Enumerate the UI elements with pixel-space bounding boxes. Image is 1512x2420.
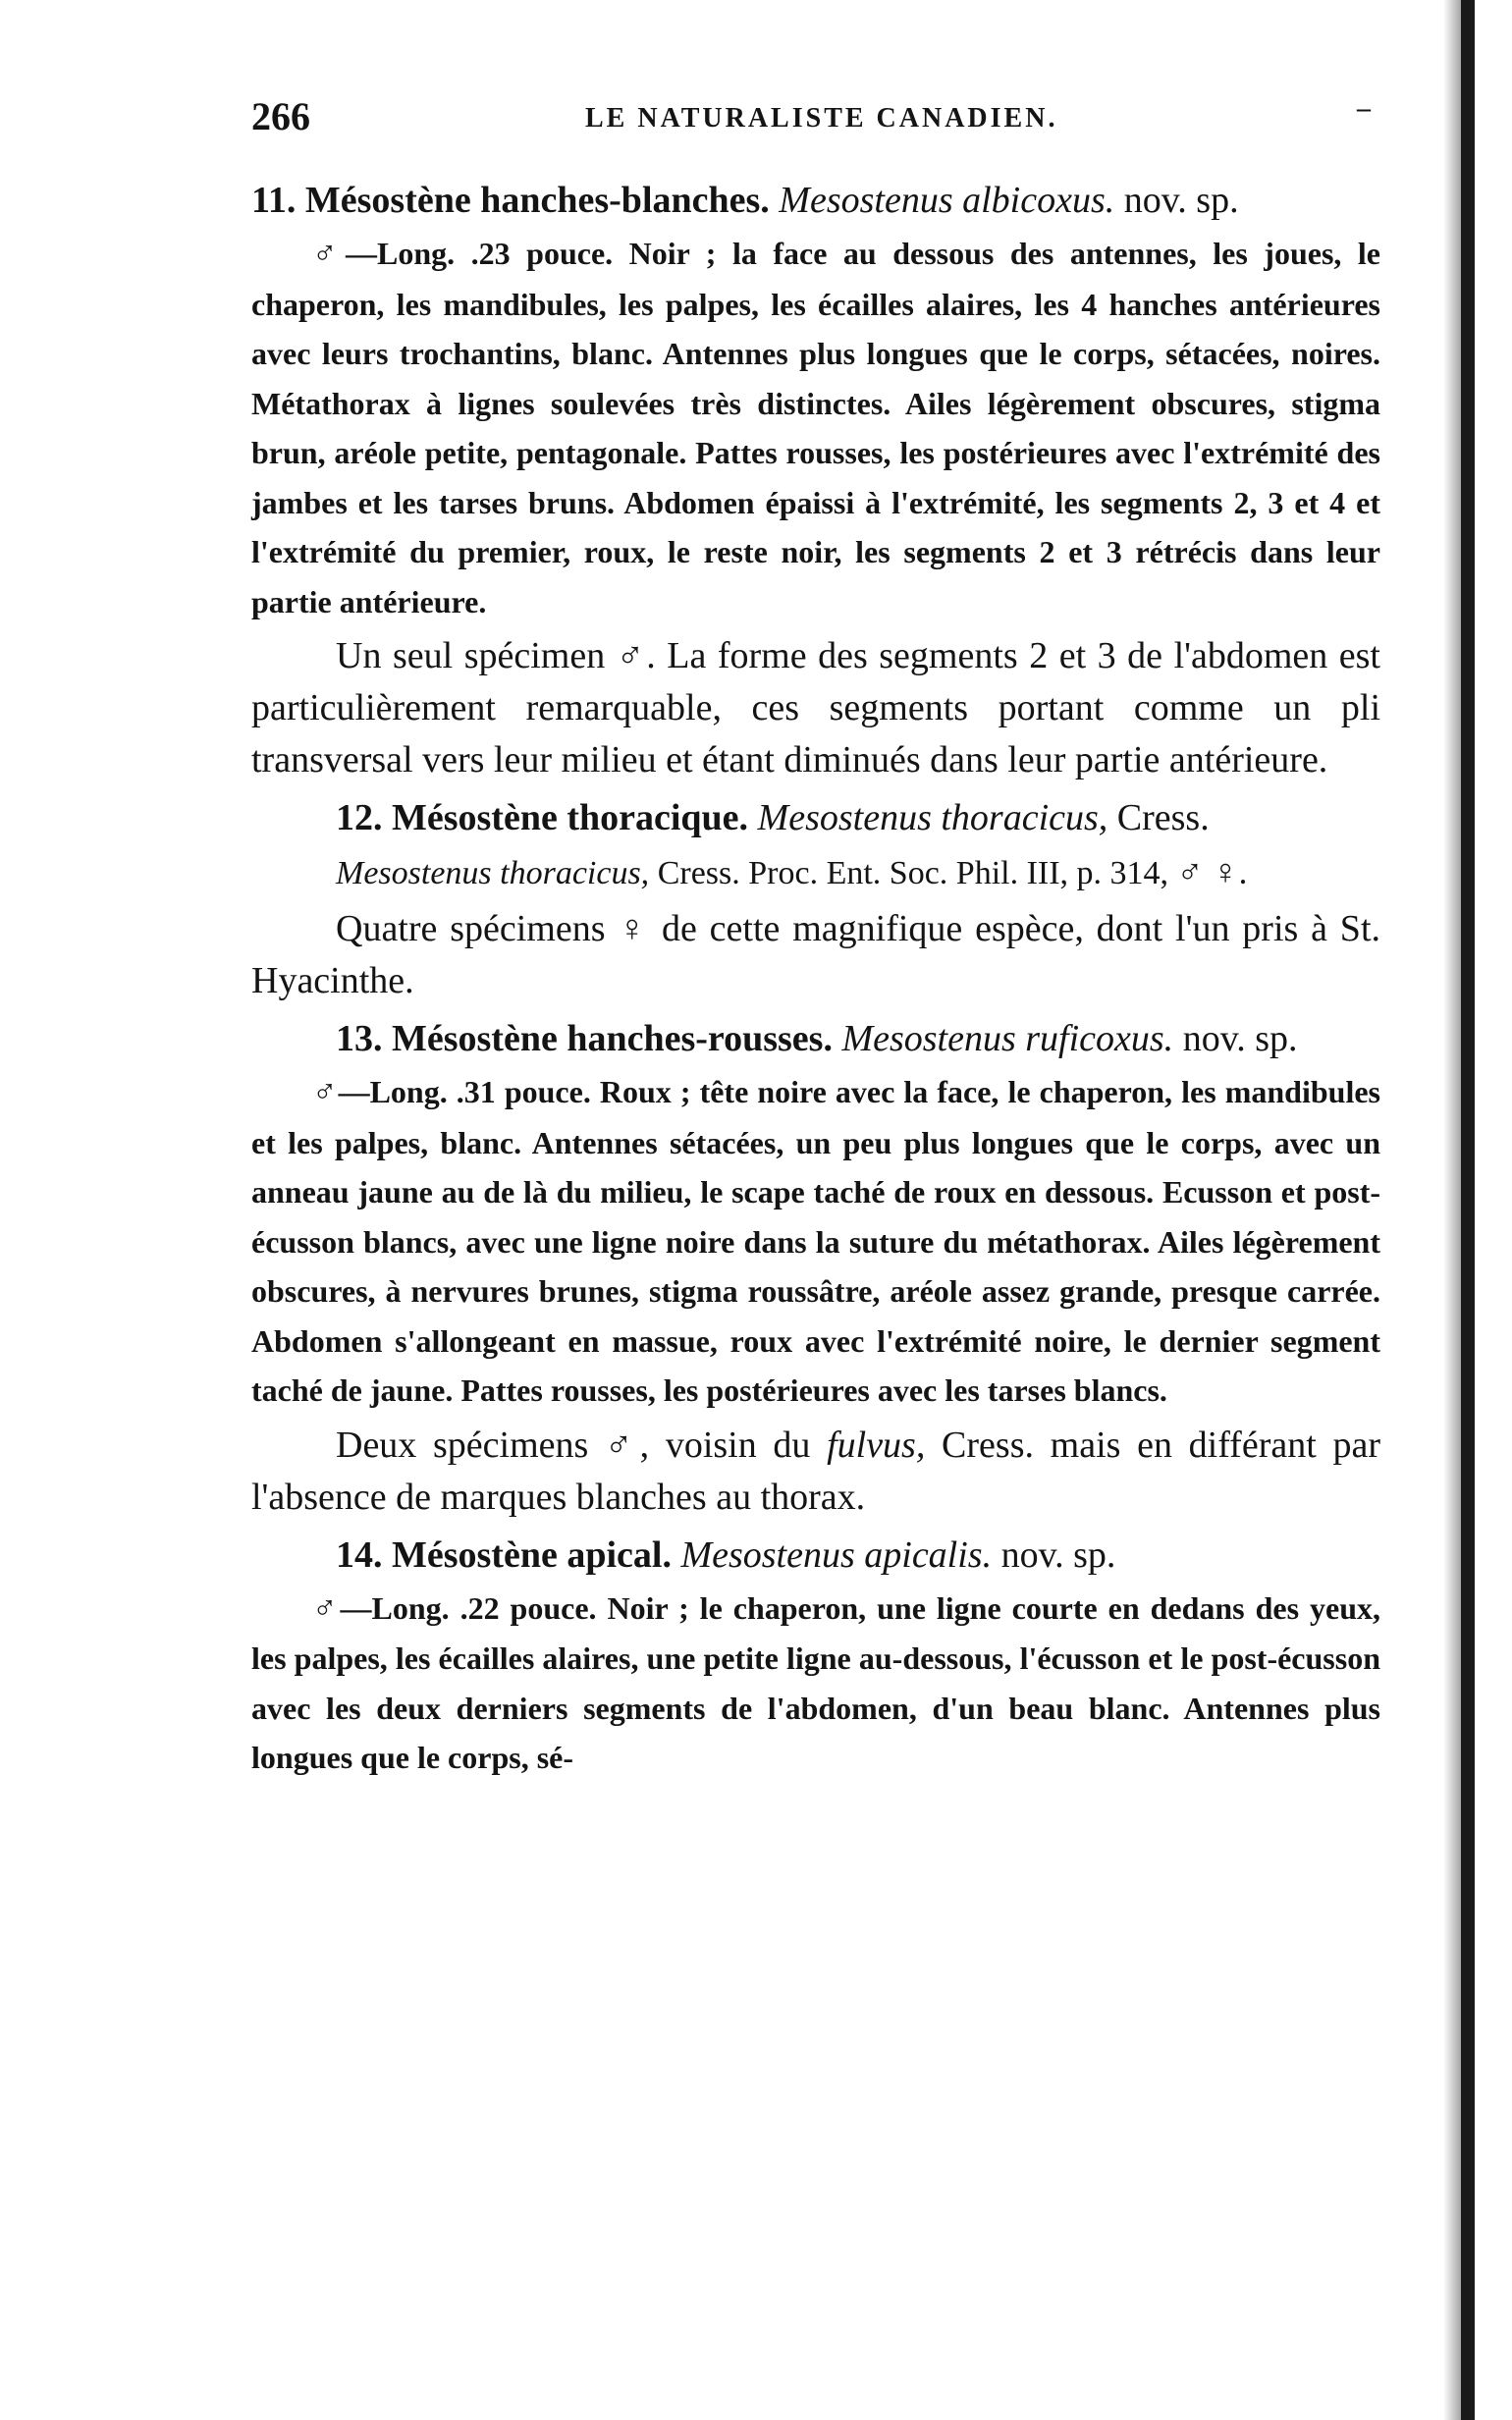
male-symbol: ♂ bbox=[312, 1589, 341, 1627]
species-number: 12. bbox=[336, 797, 383, 838]
species-heading-12 bbox=[251, 792, 1380, 844]
species-description-11 bbox=[251, 229, 1380, 626]
description-text: —Long. .22 pouce. Noir ; le chaperon, une ligne courte en dedans des yeux, les palpes, les écailles alaires, une petite ligne au-dessous, l'écusson et le post-écusson avec les deux derniers segments de l'abdomen, d'un beau blanc. Antennes plus longues que le corps, sé- bbox=[251, 1589, 1381, 1775]
species-comment-12: Quatre spécimens ♀ de cette magnifique espèce, dont l'un pris à St. Hyacinthe. bbox=[251, 908, 1380, 1001]
species-description-14 bbox=[251, 1584, 1380, 1783]
species-scientific-name: Mesostenus apicalis. bbox=[680, 1533, 993, 1576]
species-scientific-name: Mesostenus thoracicus, bbox=[757, 797, 1108, 838]
species-comment-13 bbox=[251, 1420, 1380, 1524]
running-title: LE NATURALISTE CANADIEN. bbox=[585, 103, 1058, 134]
comment-text-before: Deux spécimens ♂, voisin du bbox=[336, 1424, 828, 1466]
binding-edge bbox=[1461, 0, 1475, 2420]
species-heading-11 bbox=[251, 175, 1380, 227]
species-scientific-name: Mesostenus albicoxus. bbox=[779, 180, 1115, 221]
reference-text: Cress. Proc. Ent. Soc. Phil. III, p. 314, bbox=[657, 855, 1169, 891]
species-french-name: Mésostène apical. bbox=[392, 1533, 672, 1576]
page-header bbox=[251, 93, 1380, 152]
species-french-name: Mésostène thoracique. bbox=[392, 797, 749, 838]
description-text: —Long. .31 pouce. Roux ; tête noire avec la face, le chaperon, les mandibules et les palpes, blanc. Antennes sétacées, un peu plus longues que le corps, avec un anneau jaune au de là du milieu, le scape taché de roux en dessous. Ecusson et post-écusson blancs, avec une ligne noire dans la suture du métathorax. Ailes légèrement obscures, à nervures brunes, stigma roussâtre, aréole assez grande, presque carrée. Abdomen s'allongeant en massue, roux avec l'extrémité noire, le dernier segment taché de jaune. Pattes rousses, les postérieures avec les tarses blancs. bbox=[251, 1074, 1381, 1408]
species-number: 11. bbox=[251, 180, 297, 221]
species-reference-12 bbox=[251, 846, 1380, 899]
species-description-13 bbox=[251, 1067, 1380, 1416]
species-heading-13 bbox=[251, 1013, 1380, 1065]
species-french-name: Mésostène hanches-blanches. bbox=[304, 180, 770, 221]
species-scientific-name: Mesostenus ruficoxus. bbox=[841, 1018, 1174, 1059]
main-text bbox=[251, 175, 1380, 1783]
male-symbol: ♂ bbox=[312, 1074, 339, 1110]
species-status: nov. sp. bbox=[1123, 180, 1239, 221]
species-number: 13. bbox=[336, 1018, 383, 1059]
species-author: Cress. bbox=[1116, 797, 1210, 838]
male-symbol: ♂ bbox=[312, 236, 347, 272]
species-status: nov. sp. bbox=[1182, 1018, 1298, 1059]
species-comment-11: Un seul spécimen ♂. La forme des segments 2 et 3 de l'abdomen est particulièrement remarquable, ces segments portant comme un pli transversal vers leur milieu et étant diminués dans leur partie antérieure. bbox=[251, 635, 1380, 780]
description-text: —Long. .23 pouce. Noir ; la face au dessous des antennes, les joues, le chaperon, les mandibules, les palpes, les écailles alaires, les 4 hanches antérieures avec leurs trochantins, blanc. Antennes plus longues que le corps, sétacées, noires. Métathorax à lignes soulevées très distinctes. Ailes légèrement obscures, stigma brun, aréole petite, pentagonale. Pattes rousses, les postérieures avec l'extrémité des jambes et les tarses bruns. Abdomen épaissi à l'extrémité, les segments 2, 3 et 4 et l'extrémité du premier, roux, le reste noir, les segments 2 et 3 rétrécis dans leur partie antérieure. bbox=[251, 236, 1381, 619]
page-number: 266 bbox=[251, 94, 310, 138]
comment-text-after: Cress. mais en différant par l'absence de marques blanches au thorax. bbox=[251, 1424, 1380, 1518]
comment-italic-name: fulvus, bbox=[827, 1424, 926, 1466]
species-status: nov. sp. bbox=[1000, 1533, 1116, 1576]
species-number: 14. bbox=[336, 1533, 383, 1576]
sex-symbols: ♂ ♀. bbox=[1176, 852, 1248, 891]
binding-shadow bbox=[1443, 0, 1461, 2420]
species-heading-14 bbox=[251, 1530, 1380, 1582]
species-french-name: Mésostène hanches-rousses. bbox=[392, 1018, 833, 1059]
header-mark: – bbox=[1357, 93, 1371, 124]
reference-scientific-name: Mesostenus thoracicus, bbox=[336, 855, 650, 891]
